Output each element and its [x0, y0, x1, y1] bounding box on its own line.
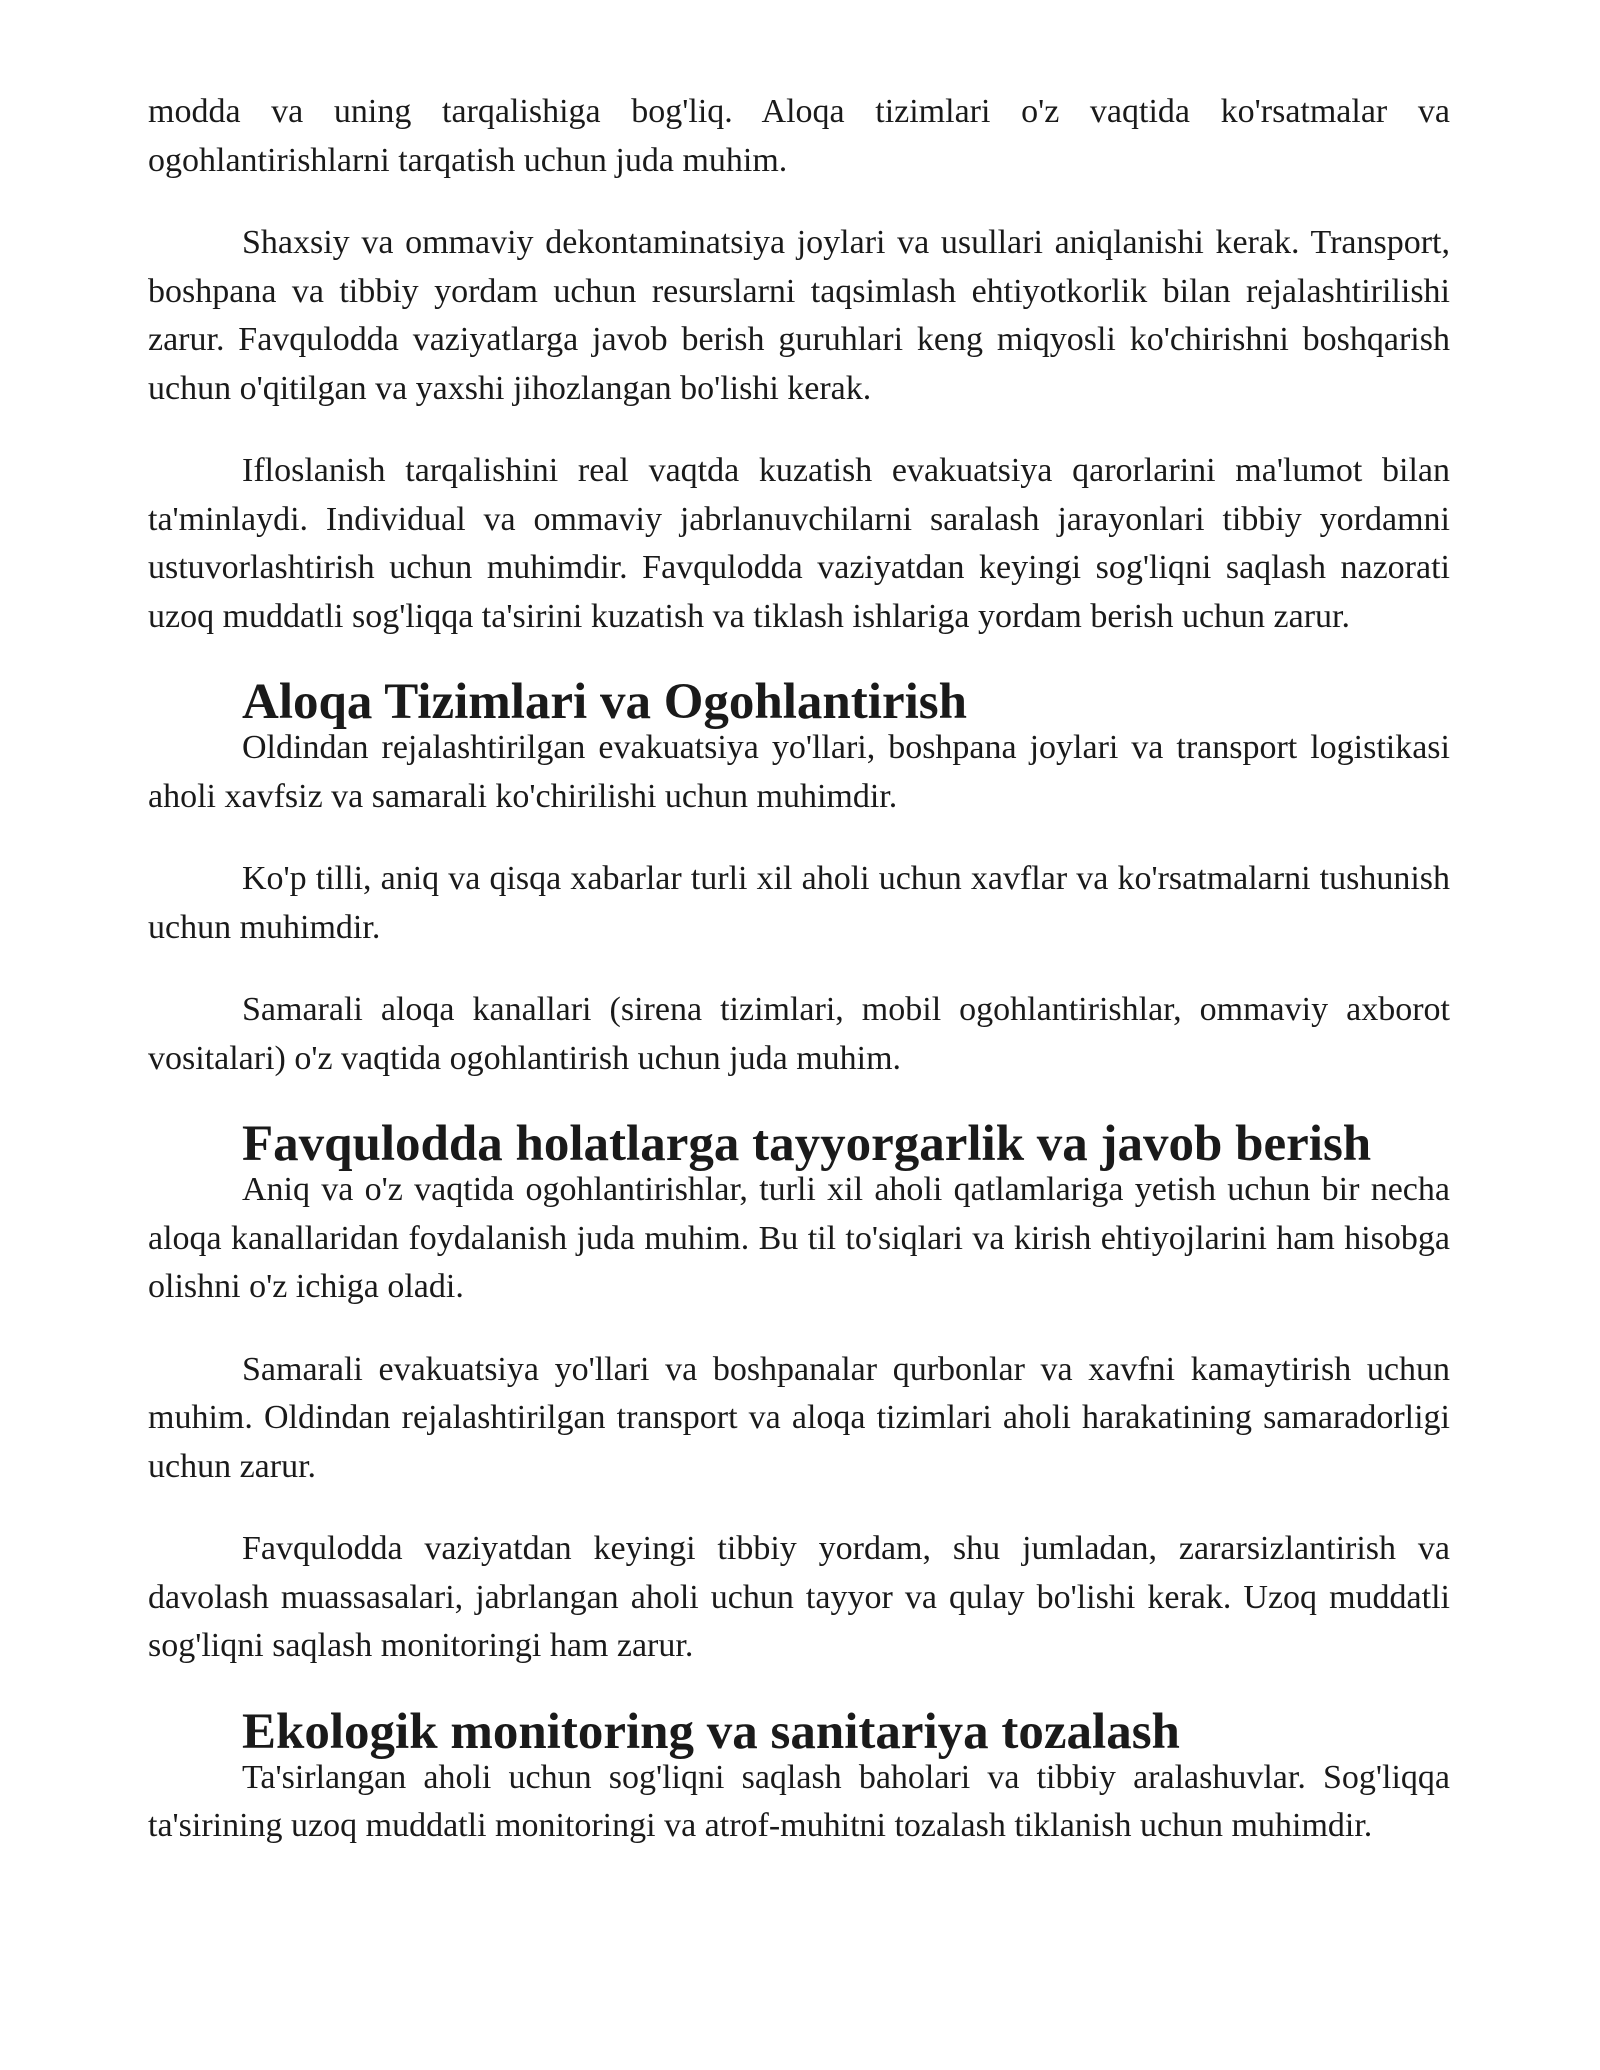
paragraph: Oldindan rejalashtirilgan evakuatsiya yo'llari, boshpana joylari va transport logistikasi aholi xavfsiz va samarali ko'chirilishi uchun muhimdir.	[148, 729, 1450, 815]
paragraph: Ifloslanish tarqalishini real vaqtda kuzatish evakuatsiya qarorlarini ma'lumot bilan ta'minlaydi. Individual va ommaviy jabrlanuvchilarni saralash jarayonlari tibbiy yordamni ustuvorlashtirish uchun muhimdir. Favqulodda vaziyatdan keyingi sog'liqni saqlash nazorati uzoq muddatli sog'liqqa ta'sirini kuzatish va tiklash ishlariga yordam berish uchun zarur.	[148, 452, 1450, 635]
paragraph: Samarali evakuatsiya yo'llari va boshpanalar qurbonlar va xavfni kamaytirish uchun muhim. Oldindan rejalashtirilgan transport va aloqa tizimlari aholi harakatining samaradorligi uchun zarur.	[148, 1350, 1450, 1485]
paragraph: Ko'p tilli, aniq va qisqa xabarlar turli xil aholi uchun xavflar va ko'rsatmalarni tushunish uchun muhimdir.	[148, 860, 1450, 946]
document-page	[148, 88, 1450, 1885]
paragraph: modda va uning tarqalishiga bog'liq. Aloqa tizimlari o'z vaqtida ko'rsatmalar va ogohlantirishlarni tarqatish uchun juda muhim.	[148, 93, 1450, 179]
paragraph: Samarali aloqa kanallari (sirena tizimlari, mobil ogohlantirishlar, ommaviy axborot vositalari) o'z vaqtida ogohlantirish uchun juda muhim.	[148, 991, 1450, 1077]
section-heading: Aloqa Tizimlari va Ogohlantirish	[242, 674, 967, 730]
paragraph: Favqulodda vaziyatdan keyingi tibbiy yordam, shu jumladan, zararsizlantirish va davolash muassasalari, jabrlangan aholi uchun tayyor va qulay bo'lishi kerak. Uzoq muddatli sog'liqni saqlash monitoringi ham zarur.	[148, 1530, 1450, 1664]
paragraph: Aniq va o'z vaqtida ogohlantirishlar, turli xil aholi qatlamlariga yetish uchun bir necha aloqa kanallaridan foydalanish juda muhim. Bu til to'siqlari va kirish ehtiyojlarini ham hisobga olishni o'z ichiga oladi.	[148, 1171, 1450, 1305]
section-heading: Ekologik monitoring va sanitariya tozalash	[242, 1703, 1180, 1760]
paragraph: Ta'sirlangan aholi uchun sog'liqni saqlash baholari va tibbiy aralashuvlar. Sog'liqqa ta'sirining uzoq muddatli monitoringi va atrof-muhitni tozalash tiklanish uchun muhimdir.	[148, 1758, 1450, 1844]
paragraph: Shaxsiy va ommaviy dekontaminatsiya joylari va usullari aniqlanishi kerak. Transport, boshpana va tibbiy yordam uchun resurslarni taqsimlash ehtiyotkorlik bilan rejalashtirilishi zarur. Favqulodda vaziyatlarga javob berish guruhlari keng miqyosli ko'chirishni boshqarish uchun o'qitilgan va yaxshi jihozlangan bo'lishi kerak.	[148, 224, 1450, 407]
section-heading: Favqulodda holatlarga tayyorgarlik va javob berish	[242, 1116, 1372, 1172]
